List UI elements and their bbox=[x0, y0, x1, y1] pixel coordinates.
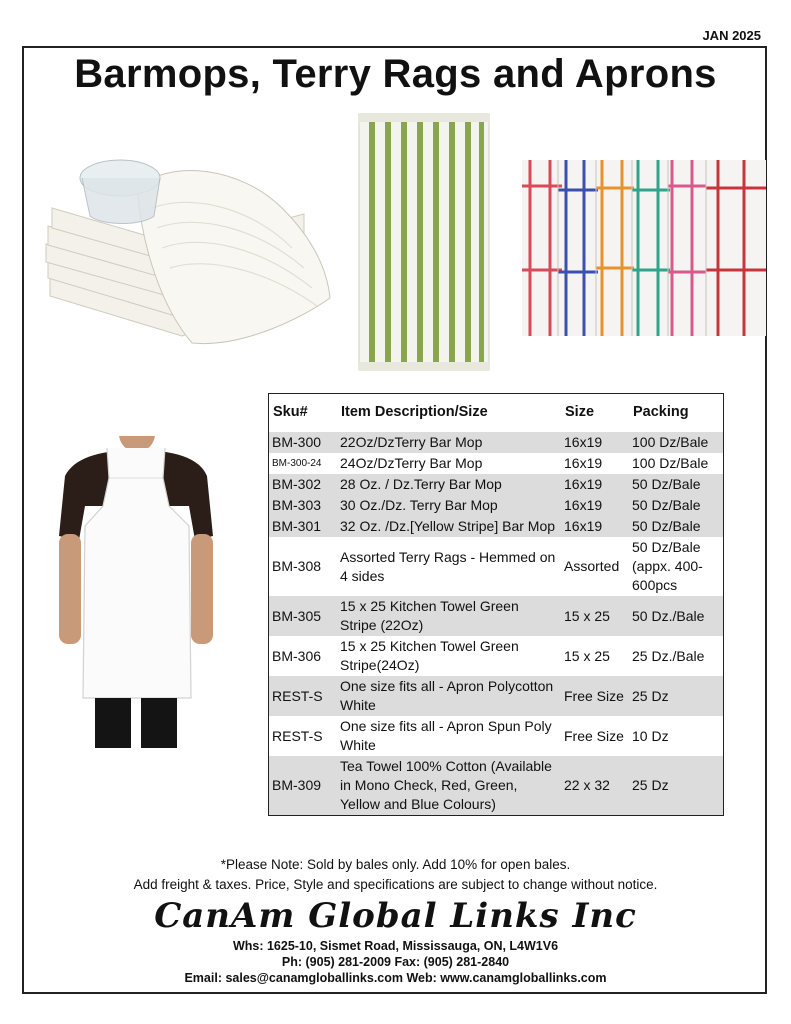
bar-mop-stack-photo bbox=[42, 148, 332, 353]
description-cell: 15 x 25 Kitchen Towel Green Stripe(24Oz) bbox=[340, 638, 519, 673]
packing-cell: 50 Dz./Bale bbox=[629, 596, 724, 636]
description-cell: 30 Oz./Dz. Terry Bar Mop bbox=[337, 495, 561, 516]
sku-cell: BM-308 bbox=[272, 558, 322, 574]
table-row bbox=[269, 432, 724, 453]
date-label: JAN 2025 bbox=[702, 28, 761, 43]
header-sku: Sku# bbox=[269, 394, 338, 433]
company-logo-text: CanAm Global Links Inc bbox=[154, 896, 637, 936]
table-row bbox=[269, 537, 724, 596]
contact-info bbox=[0, 938, 791, 986]
size-cell: 15 x 25 bbox=[564, 647, 610, 664]
warehouse-address: Whs: 1625-10, Sismet Road, Mississauga, ON, L4W1V6 bbox=[232, 939, 559, 953]
header-size: Size bbox=[561, 394, 629, 433]
sku-cell: BM-300-24 bbox=[272, 458, 322, 469]
table-row bbox=[269, 495, 724, 516]
sku-cell: BM-303 bbox=[269, 495, 338, 516]
note-line-1: *Please Note: Sold by bales only. Add 10% for open bales. bbox=[220, 857, 571, 872]
sku-cell: BM-309 bbox=[269, 756, 338, 816]
email-web: Email: sales@canamgloballinks.com Web: www.canamgloballinks.com bbox=[184, 971, 607, 985]
packing-cell: 100 Dz/Bale bbox=[629, 432, 724, 453]
description-cell: Assorted Terry Rags - Hemmed on 4 sides bbox=[340, 548, 556, 584]
table-row bbox=[269, 756, 724, 816]
size-cell: Free Size bbox=[564, 727, 624, 744]
size-cell: 16x19 bbox=[564, 455, 603, 471]
description-cell: One size fits all - Apron Spun Poly White bbox=[340, 718, 552, 753]
table-row bbox=[269, 636, 724, 676]
packing-cell: 25 Dz bbox=[629, 676, 724, 716]
packing-cell: 50 Dz/Bale bbox=[629, 474, 724, 495]
size-cell: 16x19 bbox=[561, 516, 629, 537]
packing-cell: 100 Dz/Bale bbox=[632, 455, 709, 471]
table-row bbox=[269, 474, 724, 495]
description-cell: One size fits all - Apron Polycotton White bbox=[337, 676, 561, 716]
packing-cell: 25 Dz bbox=[629, 756, 724, 816]
description-cell: Tea Towel 100% Cotton (Available in Mono Check, Red, Green, Yellow and Blue Colours) bbox=[337, 756, 561, 816]
product-table bbox=[268, 393, 724, 816]
sku-cell: BM-305 bbox=[269, 596, 338, 636]
description-cell: 24Oz/DzTerry Bar Mop bbox=[340, 455, 483, 471]
sku-cell: BM-302 bbox=[269, 474, 338, 495]
packing-cell: 50 Dz/Bale bbox=[629, 495, 724, 516]
packing-cell: 25 Dz./Bale bbox=[632, 647, 705, 664]
sku-cell: REST-S bbox=[269, 676, 338, 716]
check-tea-towels-photo bbox=[522, 160, 766, 336]
table-row bbox=[269, 596, 724, 636]
size-cell: Free Size bbox=[561, 676, 629, 716]
sku-cell: REST-S bbox=[272, 727, 323, 744]
packing-cell: 10 Dz bbox=[632, 727, 669, 744]
table-row bbox=[269, 676, 724, 716]
sku-cell: BM-306 bbox=[272, 647, 322, 664]
green-stripe-towel-photo bbox=[355, 112, 495, 374]
size-cell: Assorted bbox=[564, 558, 620, 574]
footer-note bbox=[0, 855, 791, 895]
description-cell: 32 Oz. /Dz.[Yellow Stripe] Bar Mop bbox=[337, 516, 561, 537]
description-cell: 28 Oz. / Dz.Terry Bar Mop bbox=[337, 474, 561, 495]
header-description: Item Description/Size bbox=[337, 394, 561, 433]
header-packing: Packing bbox=[629, 394, 724, 433]
table-row bbox=[269, 516, 724, 537]
sku-cell: BM-301 bbox=[269, 516, 338, 537]
apron-model-photo bbox=[55, 436, 217, 748]
note-line-2: Add freight & taxes. Price, Style and specifications are subject to change without notice. bbox=[133, 877, 658, 892]
page-title: Barmops, Terry Rags and Aprons bbox=[74, 52, 717, 96]
size-cell: 16x19 bbox=[561, 432, 629, 453]
size-cell: 16x19 bbox=[561, 474, 629, 495]
size-cell: 15 x 25 bbox=[561, 596, 629, 636]
packing-cell: 50 Dz/Bale bbox=[629, 516, 724, 537]
packing-cell: 50 Dz/Bale (appx. 400-600pcs bbox=[632, 539, 703, 593]
table-row bbox=[269, 716, 724, 756]
size-cell: 22 x 32 bbox=[561, 756, 629, 816]
description-cell: 22Oz/DzTerry Bar Mop bbox=[337, 432, 561, 453]
phone-fax: Ph: (905) 281-2009 Fax: (905) 281-2840 bbox=[281, 955, 510, 969]
table-row bbox=[269, 453, 724, 474]
table-header-row bbox=[269, 394, 724, 433]
description-cell: 15 x 25 Kitchen Towel Green Stripe (22Oz) bbox=[337, 596, 561, 636]
size-cell: 16x19 bbox=[561, 495, 629, 516]
sku-cell: BM-300 bbox=[269, 432, 338, 453]
